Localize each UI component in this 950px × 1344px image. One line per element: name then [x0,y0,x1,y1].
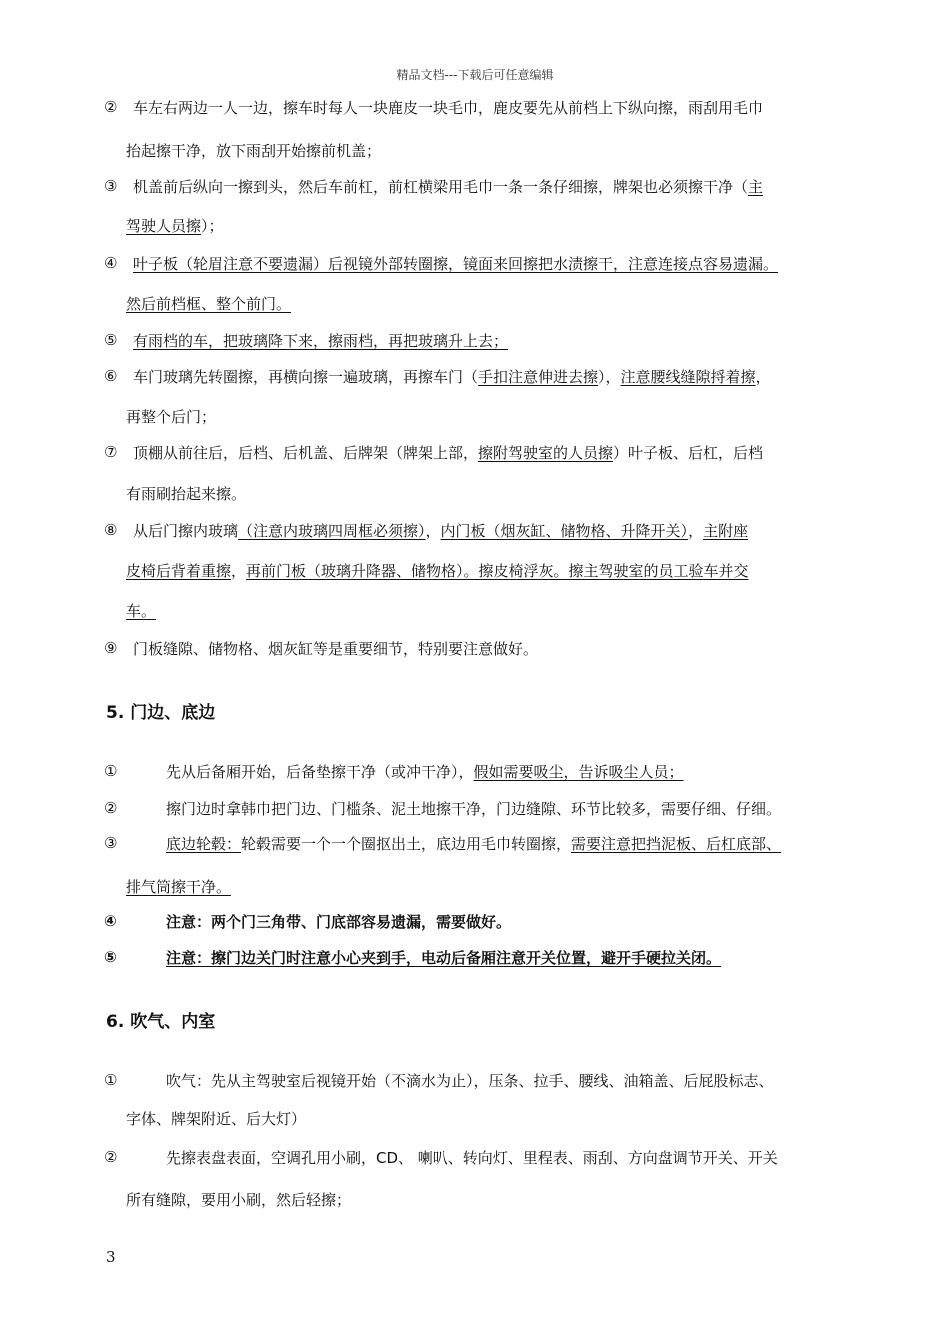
text-segment: 再整个后门； [126,408,217,426]
item-number: ① [104,762,118,780]
item-text-line [126,294,291,314]
text-segment: 车左右两边一人一边，擦车时每人一块鹿皮一块毛巾，鹿皮要先从前档上下纵向擦，雨刮用毛巾 [133,99,764,117]
item-number: ② [104,799,118,817]
text-segment: ）； [201,217,224,235]
item-number: ① [104,1071,118,1089]
underlined-text: 底边轮毂： [166,835,242,853]
item-number: ② [104,98,118,116]
item-number: ⑤ [104,948,117,966]
text-segment: ， [688,522,704,540]
item-text-line [166,1148,778,1168]
underlined-text: 需要注意把挡泥板、后杠底部、 [571,835,782,853]
item-text-line [133,443,763,463]
underlined-text: 再前门板（玻璃升降器、储物格）。擦皮椅浮灰。擦主驾驶室的员工验车并交 [246,562,749,580]
item-number: ⑨ [104,639,118,657]
item-text-line [133,639,538,659]
item-text-line [133,367,771,387]
text-segment: 所有缝隙，要用小刷，然后轻擦； [126,1191,352,1209]
underlined-text: 手扣注意伸进去擦 [478,368,599,386]
underlined-text: 擦附驾驶室的人员擦 [478,444,614,462]
item-number: ④ [104,912,117,930]
item-text-line [126,216,224,236]
item-text-line [166,834,781,854]
text-segment: 顶棚从前往后，后档、后机盖、后牌架（牌架上部， [133,444,479,462]
text-segment: ）， [598,368,621,386]
item-text-line [133,254,778,274]
page-number: 3 [106,1248,116,1266]
page-header: 精品文档---下载后可任意编辑 [396,68,554,82]
item-text-line [133,331,508,351]
text-segment: 擦门边时拿韩巾把门边、门槛条、泥土地擦干净，门边缝隙、环节比较多，需要仔细、仔细。 [166,800,782,818]
item-number: ⑥ [104,367,118,385]
item-number: ④ [104,254,118,272]
text-segment: 门板缝隙、储物格、烟灰缸等是重要细节，特别要注意做好。 [133,640,539,658]
item-text-line [126,141,381,161]
item-number: ⑦ [104,443,118,461]
item-number: ③ [104,177,118,195]
item-text-line [126,484,246,504]
text-segment: 机盖前后纵向一擦到头，然后车前杠，前杠横梁用毛巾一条一条仔细擦，牌架也必须擦干净（ [133,178,749,196]
text-segment: ， [425,522,441,540]
item-number: ⑤ [104,331,118,349]
text-segment: 注意：两个门三角带、门底部容易遗漏，需要做好。 [166,913,512,931]
text-segment: 从后门擦内玻璃 [133,522,239,540]
item-text-line [126,877,231,897]
text-segment: 轮毂需要一个一个圈抠出土，底边用毛巾转圈擦， [241,835,572,853]
text-segment: 字体、牌架附近、后大灯） [126,1110,307,1128]
text-segment: ， [755,368,771,386]
section-6-heading: 6. 吹气、内室 [106,1012,216,1032]
underlined-text: 叶子板（轮眉注意不要遗漏）后视镜外部转圈擦，镜面来回擦把水渍擦干，注意连接点容易遗漏。 [133,255,779,273]
text-segment: 先从后备厢开始，后备垫擦干净（或冲干净）， [166,763,474,781]
underlined-text: 车。 [126,602,157,620]
text-segment: 有雨刷抬起来擦。 [126,485,247,503]
text-segment: ）叶子板、后杠，后档 [613,444,764,462]
item-number: ③ [104,834,118,852]
item-text-line [166,762,684,782]
underlined-text: 有雨档的车，把玻璃降下来，擦雨档，再把玻璃升上去； [133,332,509,350]
underlined-text: 然后前档框、整个前门。 [126,295,292,313]
text-segment: ， [231,562,247,580]
item-text-line [126,561,749,581]
underlined-text: 主附座 [703,522,749,540]
item-number: ② [104,1148,118,1166]
item-text-line [133,98,763,118]
underlined-text: 皮椅后背着重擦 [126,562,232,580]
item-text-line [126,1109,306,1129]
underlined-text: 注意腰线缝隙捋着擦 [620,368,756,386]
underlined-text: （注意内玻璃四周框必须擦） [238,522,426,540]
item-text-line [166,1071,774,1091]
text-segment: 吹气：先从主驾驶室后视镜开始（不滴水为止），压条、拉手、腰线、油箱盖、后屁股标志、 [166,1072,774,1090]
text-segment: 抬起擦干净，放下雨刮开始擦前机盖； [126,142,382,160]
item-text-line [126,601,156,621]
underlined-text: 内门板（烟灰缸、储物格、升降开关） [440,522,689,540]
item-text-line [133,521,748,541]
item-number: ⑧ [104,521,118,539]
item-text-line [166,799,781,819]
underlined-text: 主 [748,178,764,196]
underlined-text: 假如需要吸尘，告诉吸尘人员； [473,763,684,781]
item-text-line [166,912,511,932]
underlined-text: 注意：擦门边关门时注意小心夹到手，电动后备厢注意开关位置，避开手硬拉关闭。 [166,949,722,967]
text-segment: 车门玻璃先转圈擦，再横向擦一遍玻璃，再擦车门（ [133,368,479,386]
item-text-line [126,1190,351,1210]
item-text-line [133,177,763,197]
item-text-line [126,407,216,427]
underlined-text: 驾驶人员擦 [126,217,202,235]
text-segment: 先擦表盘表面，空调孔用小刷，CD、 喇叭、转向灯、里程表、雨刮、方向盘调节开关、开关 [166,1149,778,1167]
section-5-heading: 5. 门边、底边 [106,703,216,723]
item-text-line [166,948,721,968]
underlined-text: 排气筒擦干净。 [126,878,232,896]
